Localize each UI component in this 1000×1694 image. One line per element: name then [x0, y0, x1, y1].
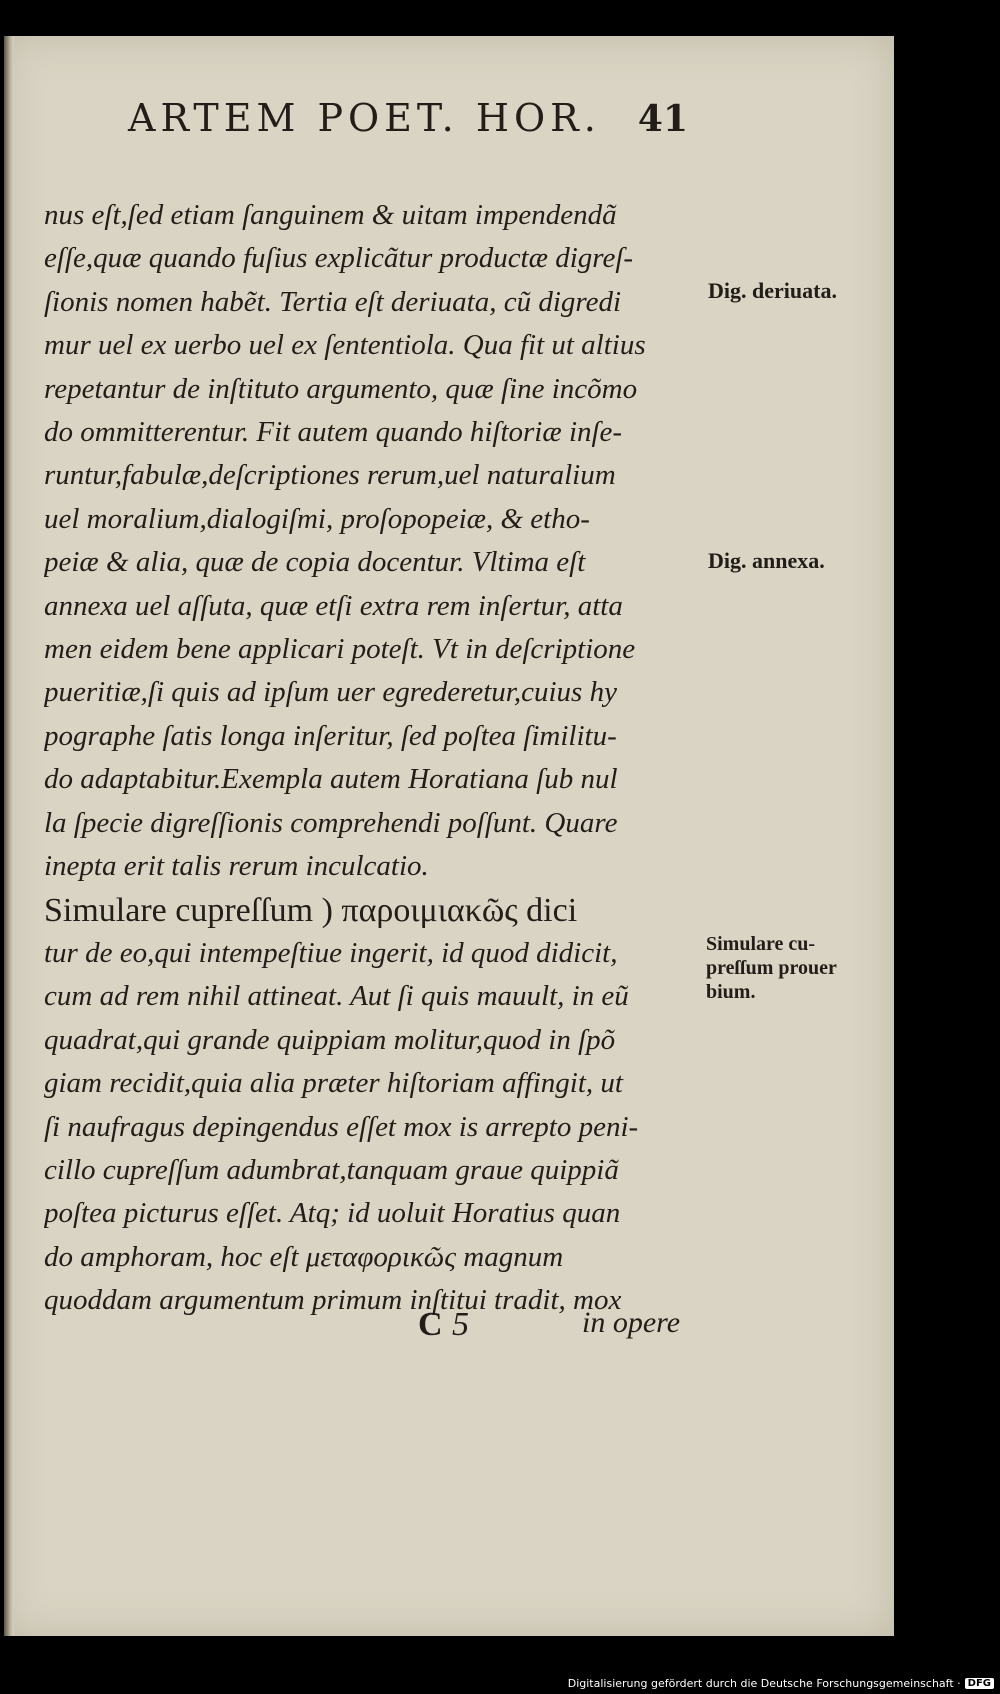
- text-line: peiæ & alia, quæ de copia docentur. Vltima eſt: [44, 546, 586, 579]
- text-line: ſionis nomen habẽt. Tertia eſt deriuata, cũ digredi: [44, 285, 622, 318]
- margin-note-line: Simulare cu-: [706, 933, 816, 955]
- page-binding-edge: [4, 36, 14, 1636]
- text-line: eſſe,quæ quando fuſius explicãtur productæ digreſ-: [44, 242, 634, 275]
- running-title: ARTEM POET. HOR.: [128, 96, 601, 140]
- text-line: quadrat,qui grande quippiam molitur,quod in ſpõ: [44, 1023, 616, 1056]
- signature-mark: C: [418, 1306, 443, 1343]
- text-line: cum ad rem nihil attineat. Aut ſi quis mauult, in eũ: [44, 980, 629, 1013]
- text-line: do amphoram, hoc eſt μεταφορικῶς magnum: [44, 1240, 564, 1273]
- text-line: nus eſt,ſed etiam ſanguinem & uitam impendendã: [44, 199, 617, 231]
- catchword: in opere: [582, 1306, 681, 1339]
- text-line: mur uel ex uerbo uel ex ſententiola. Qua fit ut altius: [44, 329, 646, 362]
- folio-number: 41: [637, 98, 688, 140]
- credit-text: Digitalisierung gefördert durch die Deutsche Forschungsgemeinschaft ·: [567, 1677, 961, 1690]
- text-line: cillo cupreſſum adumbrat,tanquam graue quippiã: [44, 1153, 619, 1186]
- text-line: runtur,fabulæ,deſcriptiones rerum,uel naturalium: [44, 459, 616, 492]
- digitization-credit: [568, 1677, 994, 1690]
- margin-note-simulare: [706, 932, 837, 1004]
- text-line: do adaptabitur.Exempla autem Horatiana ſub nul: [44, 763, 618, 796]
- text-line: repetantur de inſtituto argumento, quæ ſine incõmo: [44, 372, 638, 405]
- lemma-line: Simulare cupreſſum ) παροιμιακῶς dici: [44, 891, 578, 929]
- signature-number: 5: [452, 1306, 469, 1343]
- margin-note-line: bium.: [706, 981, 756, 1003]
- body-text: [44, 194, 694, 1323]
- margin-note-deriuata: Dig. deriuata.: [708, 278, 837, 303]
- text-line: men eidem bene applicari poteſt. Vt in deſcriptione: [44, 633, 636, 666]
- text-line: pographe ſatis longa inſeritur, ſed poſtea ſimilitu-: [44, 719, 617, 752]
- running-header: [128, 96, 688, 140]
- text-line: giam recidit,quia alia præter hiſtoriam affingit, ut: [44, 1067, 623, 1100]
- text-line: annexa uel aſſuta, quæ etſi extra rem inſertur, atta: [44, 589, 623, 622]
- book-page: [4, 36, 894, 1636]
- text-line: pueritiæ,ſi quis ad ipſum uer egrederetur,cuius hy: [44, 676, 617, 709]
- text-line: uel moralium,dialogiſmi, proſopopeiæ, & etho-: [44, 502, 590, 535]
- text-line: ſi naufragus depingendus eſſet mox is arrepto peni-: [44, 1110, 639, 1143]
- text-line: quoddam argumentum primum inſtitui tradit, mox: [44, 1284, 622, 1317]
- text-line: inepta erit talis rerum inculcatio.: [44, 850, 429, 883]
- text-line: tur de eo,qui intempeſtiue ingerit, id quod didicit,: [44, 936, 618, 969]
- dfg-logo: DFG: [965, 1678, 994, 1689]
- text-line: do ommitterentur. Fit autem quando hiſtoriæ inſe-: [44, 416, 623, 449]
- margin-note-annexa: Dig. annexa.: [708, 548, 825, 573]
- text-line: poſtea picturus eſſet. Atq; id uoluit Horatius quan: [44, 1197, 621, 1230]
- margin-note-line: preſſum prouer: [706, 957, 837, 979]
- text-line: la ſpecie digreſſionis comprehendi poſſunt. Quare: [44, 806, 618, 839]
